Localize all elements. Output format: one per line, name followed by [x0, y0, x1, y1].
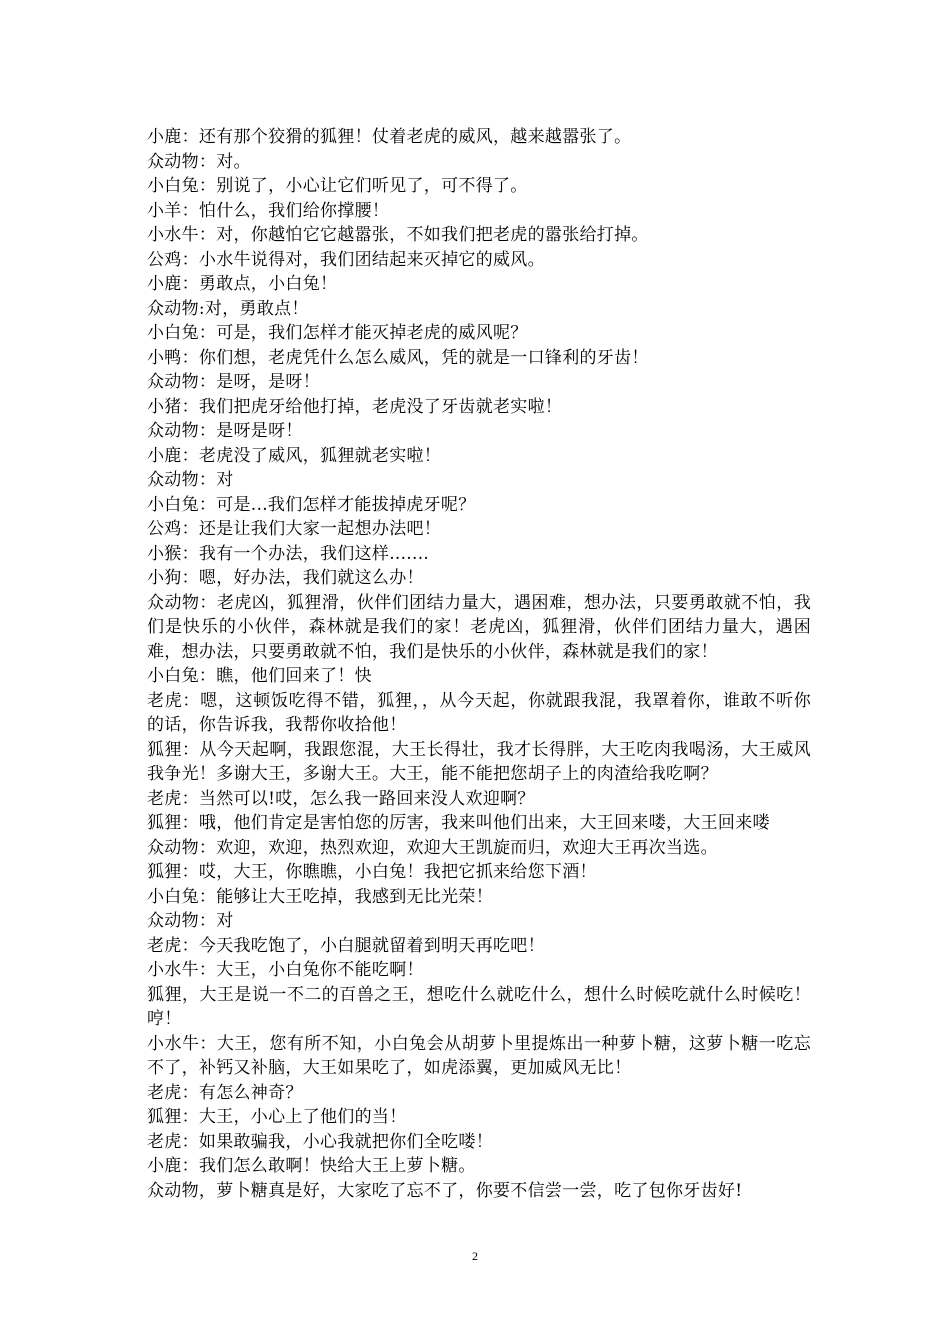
dialogue-line: 老虎：有怎么神奇？	[147, 1082, 303, 1103]
dialogue-line: 小白兔：能够让大王吃掉，我感到无比光荣！	[147, 886, 493, 907]
dialogue-line: 老虎：当然可以!哎，怎么我一路回来没人欢迎啊？	[147, 788, 535, 809]
dialogue-line: 狐狸：大王，小心上了他们的当！	[147, 1107, 407, 1127]
dialogue-line: 小白兔：别说了，小心让它们听见了，可不得了。	[147, 176, 528, 196]
dialogue-line: 公鸡：还是让我们大家一起想办法吧！	[147, 519, 442, 539]
dialogue-line: 小猴：我有一个办法，我们这样.......	[147, 543, 430, 564]
dialogue-line: 老虎：今天我吃饱了，小白腿就留着到明天再吃吧！	[147, 935, 545, 956]
dialogue-line: 众动物：对	[147, 470, 234, 490]
dialogue-line: 小鹿：勇敢点，小白兔！	[147, 274, 338, 294]
dialogue-line: 狐狸，大王是说一不二的百兽之王，想吃什么就吃什么，想什么时候吃就什么时候吃！哼！	[147, 984, 811, 1029]
dialogue-line: 狐狸：哦，他们肯定是害怕您的厉害，我来叫他们出来，大王回来喽，大王回来喽	[147, 813, 770, 833]
dialogue-line: 小白兔：可是，我们怎样才能灭掉老虎的威风呢？	[147, 323, 528, 343]
dialogue-line: 小鹿：老虎没了威风，狐狸就老实啦！	[147, 445, 442, 466]
dialogue-line: 众动物：是呀，是呀！	[147, 372, 320, 392]
dialogue-line: 众动物，萝卜糖真是好，大家吃了忘不了，你要不信尝一尝，吃了包你牙齿好!	[147, 1180, 743, 1201]
dialogue-line: 公鸡：小水牛说得对，我们团结起来灭掉它的威风。	[147, 249, 545, 270]
dialogue-line: 众动物:对，勇敢点！	[147, 298, 309, 319]
dialogue-line: 小水牛：大王，您有所不知，小白兔会从胡萝卜里提炼出一种萝卜糖，这萝卜糖一吃忘不了，补钙又补脑，大王如果吃了，如虎添翼，更加威风无比！	[147, 1033, 811, 1078]
dialogue-line: 小鹿：我们怎么敢啊！快给大王上萝卜糖。	[147, 1156, 476, 1176]
dialogue-line: 小白兔：瞧，他们回来了！快	[147, 666, 372, 686]
dialogue-line: 狐狸：哎，大王，你瞧瞧，小白兔！我把它抓来给您下酒！	[147, 862, 597, 882]
dialogue-line: 众动物：是呀是呀！	[147, 421, 303, 441]
dialogue-line: 众动物：欢迎，欢迎，热烈欢迎，欢迎大王凯旋而归，欢迎大王再次当选。	[147, 837, 718, 858]
dialogue-line: 小狗：嗯，好办法，我们就这么办！	[147, 568, 424, 588]
dialogue-line: 狐狸：从今天起啊，我跟您混，大王长得壮，我才长得胖，大王吃肉我喝汤，大王威风我争光！多谢大王，多谢大王。大王，能不能把您胡子上的肉渣给我吃啊？	[147, 739, 811, 784]
dialogue-line: 小水牛：大王，小白兔你不能吃啊！	[147, 960, 424, 980]
dialogue-line: 老虎：嗯，这顿饭吃得不错，狐狸，，从今天起，你就跟我混，我罩着你，谁敢不听你的话，你告诉我，我帮你收拾他！	[147, 690, 811, 735]
dialogue-line: 小白兔：可是...我们怎样才能拔掉虎牙呢？	[147, 494, 476, 515]
dialogue-line: 众动物：对	[147, 911, 234, 931]
dialogue-line: 小羊：怕什么，我们给你撑腰！	[147, 200, 390, 221]
script-dialogue	[147, 125, 811, 1203]
dialogue-line: 小水牛：对，你越怕它它越嚣张，不如我们把老虎的嚣张给打掉。	[147, 225, 649, 245]
dialogue-line: 小猪：我们把虎牙给他打掉，老虎没了牙齿就老实啦！	[147, 396, 563, 417]
dialogue-line: 众动物：老虎凶，狐狸滑，伙伴们团结力量大，遇困难，想办法，只要勇敢就不怕，我们是快乐的小伙伴，森林就是我们的家！老虎凶，狐狸滑，伙伴们团结力量大，遇困难，想办法，只要勇敢就不怕，我们是快乐的小伙伴，森林就是我们的家！	[147, 592, 811, 662]
page-number: 2	[472, 1249, 478, 1263]
dialogue-line: 老虎：如果敢骗我，小心我就把你们全吃喽！	[147, 1131, 493, 1152]
dialogue-line: 众动物：对。	[147, 151, 251, 172]
dialogue-line: 小鹿：还有那个狡猾的狐狸！仗着老虎的威风，越来越嚣张了。	[147, 127, 632, 147]
dialogue-line: 小鸭：你们想，老虎凭什么怎么威风，凭的就是一口锋利的牙齿！	[147, 347, 649, 368]
